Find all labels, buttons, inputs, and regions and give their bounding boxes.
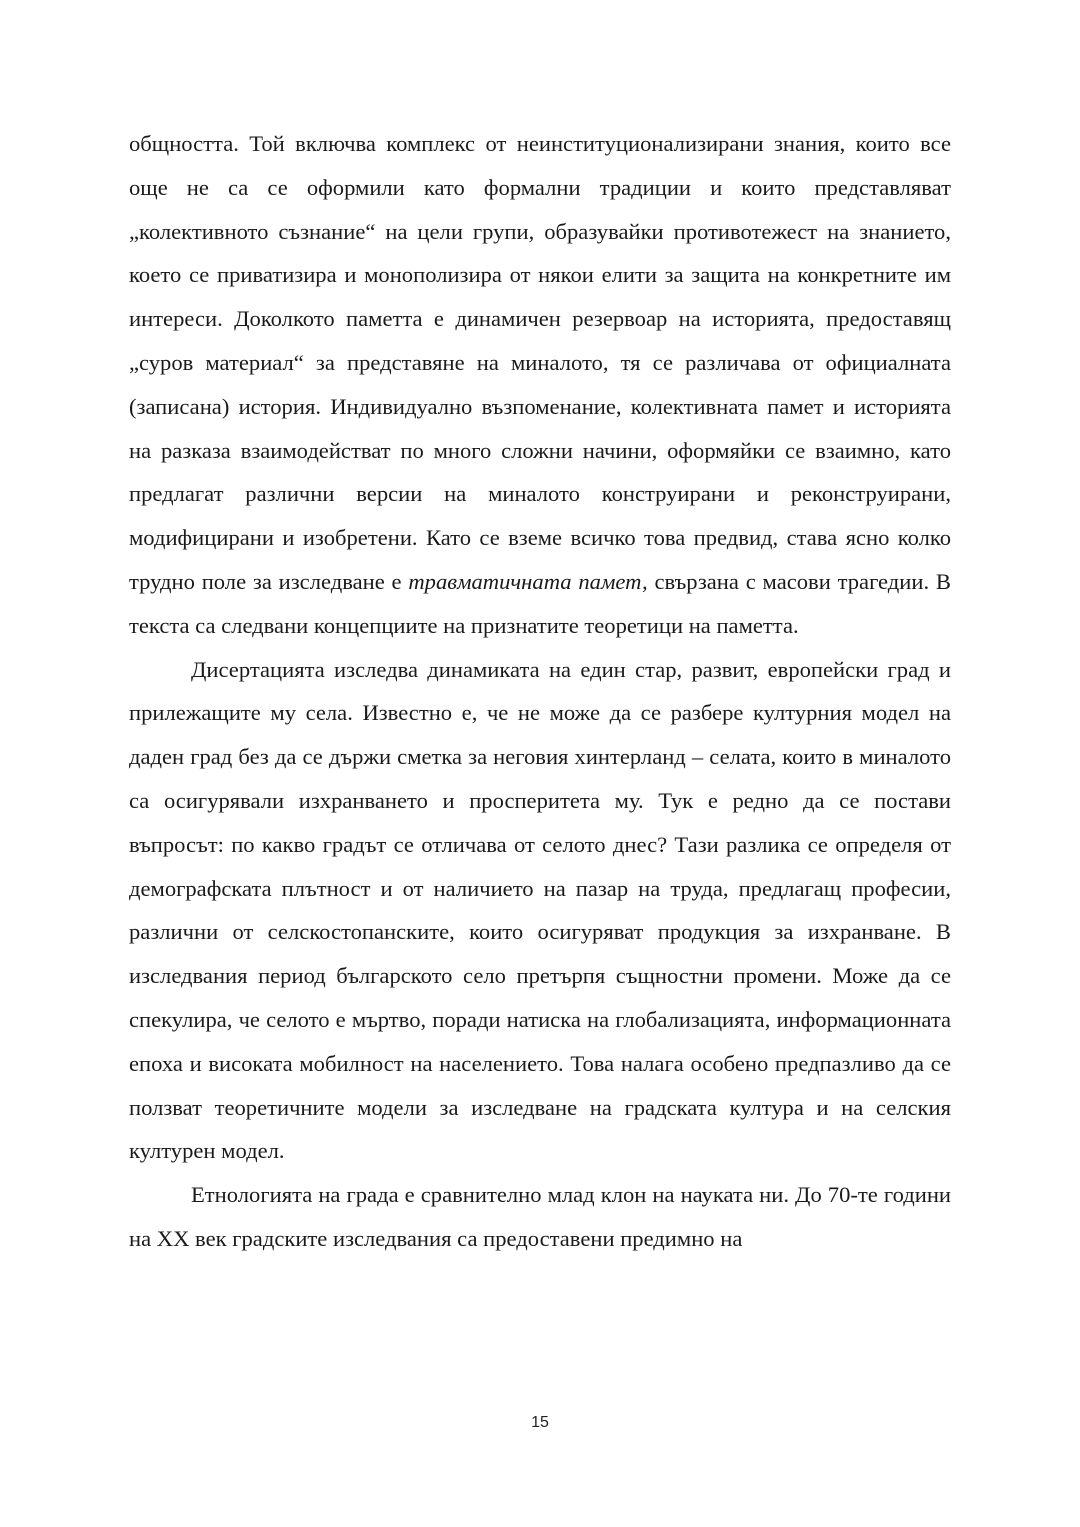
paragraph-3-text: Етнологията на града е сравнително млад клон на науката ни. До 70-те години на XX век градските изследвания са предоставени предимно на: [129, 1182, 951, 1251]
paragraph-2-text: Дисертацията изследва динамиката на един стар, развит, европейски град и прилежащите му села. Известно е, че не може да се разбере културния модел на даден град без да се държи сметка за неговия хинтерланд – селата, които в миналото са осигурявали изхранването и просперитета му. Тук е редно да се постави въпросът: по какво градът се отличава от селото днес? Тази разлика се определя от демографската плътност и от наличието на пазар на труда, предлагащ професии, различни от селскостопанските, които осигуряват продукция за изхранване. В изследвания период българското село претърпя същностни промени. Може да се спекулира, че селото е мъртво, поради натиска на глобализацията, информационната епоха и високата мобилност на населението. Това налага особено предпазливо да се ползват теоретичните модели за изследване на градската култура и на селския културен модел.: [129, 656, 951, 1164]
paragraph-3: [129, 1173, 951, 1261]
paragraph-1-text-b: свързана с масови трагедии. В текста са следвани концепциите на признатите теоретици на паметта.: [129, 568, 951, 638]
paragraph-1: [129, 122, 951, 648]
body-text: [129, 122, 951, 1261]
page-number: 15: [531, 1414, 549, 1431]
paragraph-1-text-a: общността. Той включва комплекс от неинституционализирани знания, които все още не са се оформили като формални традиции и които представляват „колективното съзнание“ на цели групи, образувайки противотежест на знанието, което се приватизира и монополизира от някои елити за защита на конкретните им интереси. Доколкото паметта е динамичен резервоар на историята, предоставящ „суров материал“ за представяне на миналото, тя се различава от официалната (записана) история. Индивидуално възпоменание, колективната памет и историята на разказа взаимодействат по много сложни начини, оформяйки се взаимно, като предлагат различни версии на миналото конструирани и реконструирани, модифицирани и изобретени. Като се вземе всичко това предвид, става ясно колко трудно поле за изследване е: [129, 131, 951, 594]
paragraph-2: [129, 648, 951, 1174]
paragraph-1-italic-term: травматичната памет,: [408, 568, 648, 594]
